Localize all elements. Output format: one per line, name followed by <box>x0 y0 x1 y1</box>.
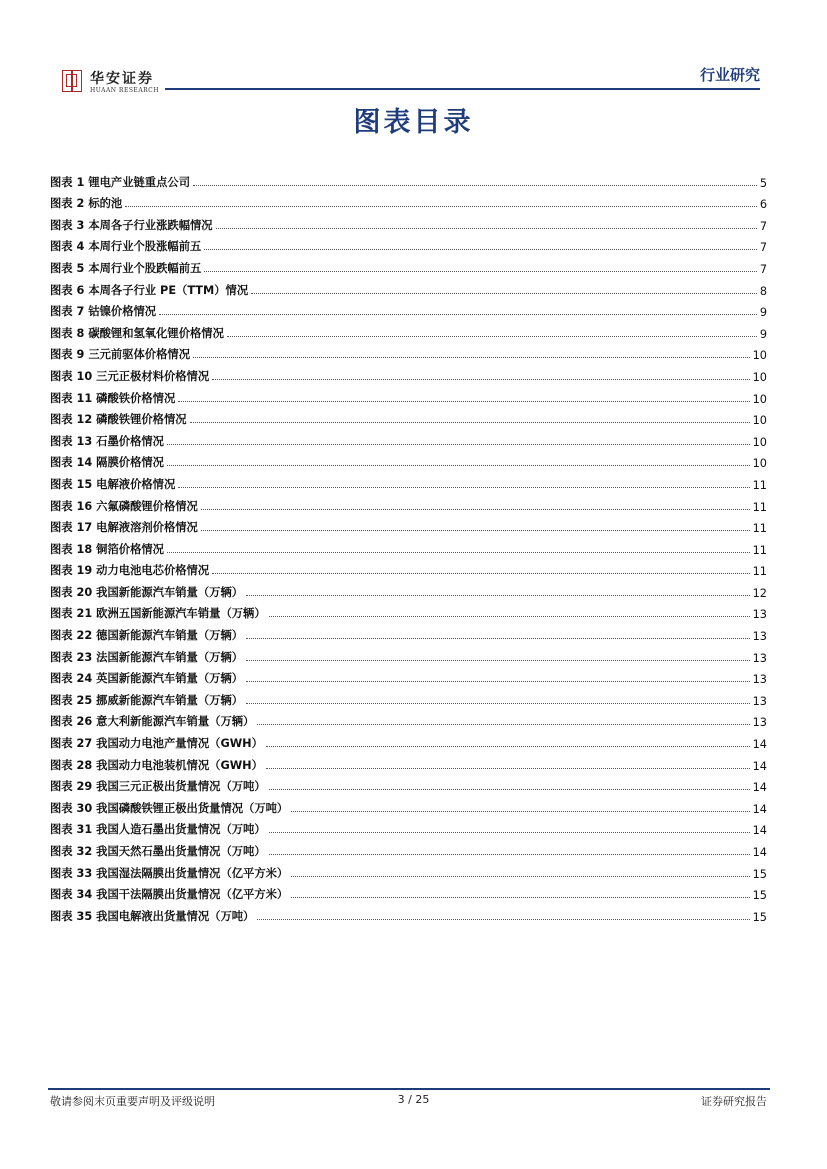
toc-entry-page: 13 <box>752 608 767 622</box>
page-title: 图表目录 <box>353 107 474 138</box>
toc-entry-label: 图表 9 三元前驱体价格情况 <box>50 348 190 362</box>
toc-entry[interactable] <box>50 902 767 924</box>
toc-entry[interactable] <box>50 254 767 276</box>
toc-entry-page: 13 <box>752 673 767 687</box>
dot-leader <box>227 336 757 337</box>
toc-entry[interactable] <box>50 362 767 384</box>
toc-entry-page: 7 <box>759 262 767 276</box>
dot-leader <box>246 638 750 639</box>
toc-entry-page: 15 <box>752 889 767 903</box>
toc-entry-label: 图表 2 标的池 <box>50 197 123 211</box>
dot-leader <box>167 465 750 466</box>
toc-entry-label: 图表 1 锂电产业链重点公司 <box>50 175 190 189</box>
toc-entry[interactable] <box>50 492 767 514</box>
toc-entry[interactable] <box>50 665 767 687</box>
toc-entry-label: 图表 28 我国动力电池装机情况（GWH） <box>50 758 263 772</box>
toc-entry-label: 图表 31 我国人造石墨出货量情况（万吨） <box>50 823 266 837</box>
toc-entry[interactable] <box>50 578 767 600</box>
doc-type-label: 证券研究报告 <box>701 1095 767 1108</box>
toc-entry-label: 图表 26 意大利新能源汽车销量（万辆） <box>50 715 255 729</box>
dot-leader <box>201 530 750 531</box>
toc-entry[interactable] <box>50 729 767 751</box>
toc-entry-page: 6 <box>759 198 767 212</box>
toc-entry-page: 12 <box>752 586 767 600</box>
toc-entry[interactable] <box>50 708 767 730</box>
page-header <box>48 68 760 96</box>
toc-entry[interactable] <box>50 773 767 795</box>
toc-entry-page: 14 <box>752 802 767 816</box>
toc-entry-label: 图表 8 碳酸锂和氢氧化锂价格情况 <box>50 326 224 340</box>
toc-entry-label: 图表 23 法国新能源汽车销量（万辆） <box>50 650 244 664</box>
toc-entry[interactable] <box>50 276 767 298</box>
dot-leader <box>178 487 749 488</box>
dot-leader <box>269 789 750 790</box>
toc-entry[interactable] <box>50 859 767 881</box>
toc-entry[interactable] <box>50 643 767 665</box>
toc-entry-label: 图表 34 我国干法隔膜出货量情况（亿平方米） <box>50 888 289 902</box>
section-label: 行业研究 <box>699 66 760 84</box>
toc-entry-page: 10 <box>752 370 767 384</box>
toc-entry-label: 图表 18 铜箔价格情况 <box>50 542 164 556</box>
toc-entry-label: 图表 30 我国磷酸铁锂正极出货量情况（万吨） <box>50 801 289 815</box>
toc-entry-page: 11 <box>752 522 767 536</box>
dot-leader <box>257 919 749 920</box>
toc-entry[interactable] <box>50 751 767 773</box>
dot-leader <box>204 271 757 272</box>
dot-leader <box>167 444 750 445</box>
dot-leader <box>193 185 757 186</box>
toc-entry-page: 13 <box>752 630 767 644</box>
toc-entry[interactable] <box>50 406 767 428</box>
toc-entry[interactable] <box>50 621 767 643</box>
toc-entry-page: 7 <box>759 241 767 255</box>
dot-leader <box>246 681 750 682</box>
toc-entry[interactable] <box>50 298 767 320</box>
toc-entry-label: 图表 6 本周各子行业 PE（TTM）情况 <box>50 283 249 297</box>
toc-entry[interactable] <box>50 514 767 536</box>
toc-entry-label: 图表 25 挪威新能源汽车销量（万辆） <box>50 693 244 707</box>
dot-leader <box>212 573 749 574</box>
dot-leader <box>204 249 757 250</box>
toc-entry-page: 11 <box>752 565 767 579</box>
toc-entry-page: 14 <box>752 781 767 795</box>
toc-entry-page: 10 <box>752 457 767 471</box>
toc-entry-label: 图表 5 本周行业个股跌幅前五 <box>50 261 202 275</box>
toc-entry-page: 14 <box>752 759 767 773</box>
toc-entry-label: 图表 3 本周各子行业涨跌幅情况 <box>50 218 213 232</box>
toc-entry-label: 图表 11 磷酸铁价格情况 <box>50 391 176 405</box>
dot-leader <box>125 206 757 207</box>
toc-entry-page: 13 <box>752 694 767 708</box>
toc-entry-label: 图表 17 电解液溶剂价格情况 <box>50 521 198 535</box>
toc-entry-page: 13 <box>752 716 767 730</box>
dot-leader <box>269 616 750 617</box>
toc-entry-page: 14 <box>752 738 767 752</box>
dot-leader <box>266 768 750 769</box>
toc-entry[interactable] <box>50 384 767 406</box>
toc-entry-label: 图表 29 我国三元正极出货量情况（万吨） <box>50 780 266 794</box>
toc-entry-label: 图表 19 动力电池电芯价格情况 <box>50 564 210 578</box>
dot-leader <box>257 724 749 725</box>
logo-icon <box>62 70 82 92</box>
toc-entry-page: 14 <box>752 846 767 859</box>
toc-entry-label: 图表 32 我国天然石墨出货量情况（万吨） <box>50 845 266 858</box>
page-number: 3 / 25 <box>397 1093 430 1106</box>
toc-entry[interactable] <box>50 341 767 363</box>
toc-entry[interactable] <box>50 168 767 190</box>
toc-entry-label: 图表 7 钴镍价格情况 <box>50 305 157 319</box>
toc-entry[interactable] <box>50 233 767 255</box>
dot-leader <box>159 314 757 315</box>
toc-entry-page: 8 <box>759 284 767 298</box>
dot-leader <box>246 595 750 596</box>
toc-entry-page: 11 <box>752 478 767 492</box>
toc-entry-label: 图表 14 隔膜价格情况 <box>50 456 164 470</box>
toc-entry[interactable] <box>50 686 767 708</box>
toc-entry-label: 图表 22 德国新能源汽车销量（万辆） <box>50 629 244 643</box>
toc-entry[interactable] <box>50 557 767 579</box>
toc-entry-label: 图表 35 我国电解液出货量情况（万吨） <box>50 909 255 923</box>
toc-entry-page: 7 <box>759 219 767 233</box>
dot-leader <box>269 832 750 833</box>
footer-divider <box>48 1088 770 1090</box>
toc-entry[interactable] <box>50 319 767 341</box>
dot-leader <box>193 357 750 358</box>
toc-entry-label: 图表 20 我国新能源汽车销量（万辆） <box>50 585 244 599</box>
toc-entry-page: 15 <box>752 910 767 924</box>
toc-entry[interactable] <box>50 881 767 903</box>
toc-entry[interactable] <box>50 816 767 838</box>
toc-entry[interactable] <box>50 449 767 471</box>
dot-leader <box>251 293 757 294</box>
toc-entry-page: 11 <box>752 500 767 514</box>
toc-entry[interactable] <box>50 427 767 449</box>
toc-entry-page: 10 <box>752 349 767 363</box>
footer-disclaimer: 敬请参阅末页重要声明及评级说明 <box>50 1095 215 1108</box>
toc-entry-page: 10 <box>752 435 767 449</box>
dot-leader <box>190 422 750 423</box>
toc-entry-label: 图表 13 石墨价格情况 <box>50 434 164 448</box>
toc-entry-label: 图表 33 我国湿法隔膜出货量情况（亿平方米） <box>50 866 289 880</box>
toc-entry-label: 图表 10 三元正极材料价格情况 <box>50 369 210 383</box>
dot-leader <box>178 401 749 402</box>
dot-leader <box>246 703 750 704</box>
toc-entry-page: 10 <box>752 392 767 406</box>
dot-leader <box>291 876 749 877</box>
dot-leader <box>201 509 750 510</box>
toc-entry-page: 9 <box>759 327 767 341</box>
toc-entry-label: 图表 12 磷酸铁锂价格情况 <box>50 413 187 427</box>
dot-leader <box>269 854 750 855</box>
brand-logo <box>62 68 212 98</box>
toc-entry-label: 图表 21 欧洲五国新能源汽车销量（万辆） <box>50 607 266 621</box>
dot-leader <box>266 746 750 747</box>
toc-entry[interactable] <box>50 535 767 557</box>
toc-entry-page: 5 <box>759 176 767 190</box>
toc-entry-label: 图表 27 我国动力电池产量情况（GWH） <box>50 737 263 751</box>
toc-entry-label: 图表 24 英国新能源汽车销量（万辆） <box>50 672 244 686</box>
toc-entry[interactable] <box>50 600 767 622</box>
toc-entry-page: 9 <box>759 306 767 320</box>
header-divider <box>165 88 760 90</box>
dot-leader <box>291 811 749 812</box>
toc-entry-page: 14 <box>752 824 767 838</box>
logo-text-en: HUAAN RESEARCH <box>90 87 159 94</box>
dot-leader <box>212 379 749 380</box>
toc-entry-label: 图表 16 六氟磷酸锂价格情况 <box>50 499 198 513</box>
dot-leader <box>246 660 750 661</box>
dot-leader <box>216 228 757 229</box>
toc-entry[interactable] <box>50 190 767 212</box>
logo-text-cn: 华安证券 <box>90 71 154 87</box>
toc-entry-page: 13 <box>752 651 767 665</box>
toc-entry[interactable] <box>50 794 767 816</box>
dot-leader <box>291 897 749 898</box>
toc-entry[interactable] <box>50 837 767 859</box>
toc-entry[interactable] <box>50 470 767 492</box>
dot-leader <box>167 552 750 553</box>
toc-entry[interactable] <box>50 211 767 233</box>
table-of-figures <box>50 168 767 924</box>
toc-entry-page: 15 <box>752 867 767 881</box>
toc-entry-label: 图表 4 本周行业个股涨幅前五 <box>50 240 202 254</box>
toc-entry-page: 10 <box>752 414 767 428</box>
toc-entry-page: 11 <box>752 543 767 557</box>
toc-entry-label: 图表 15 电解液价格情况 <box>50 477 176 491</box>
